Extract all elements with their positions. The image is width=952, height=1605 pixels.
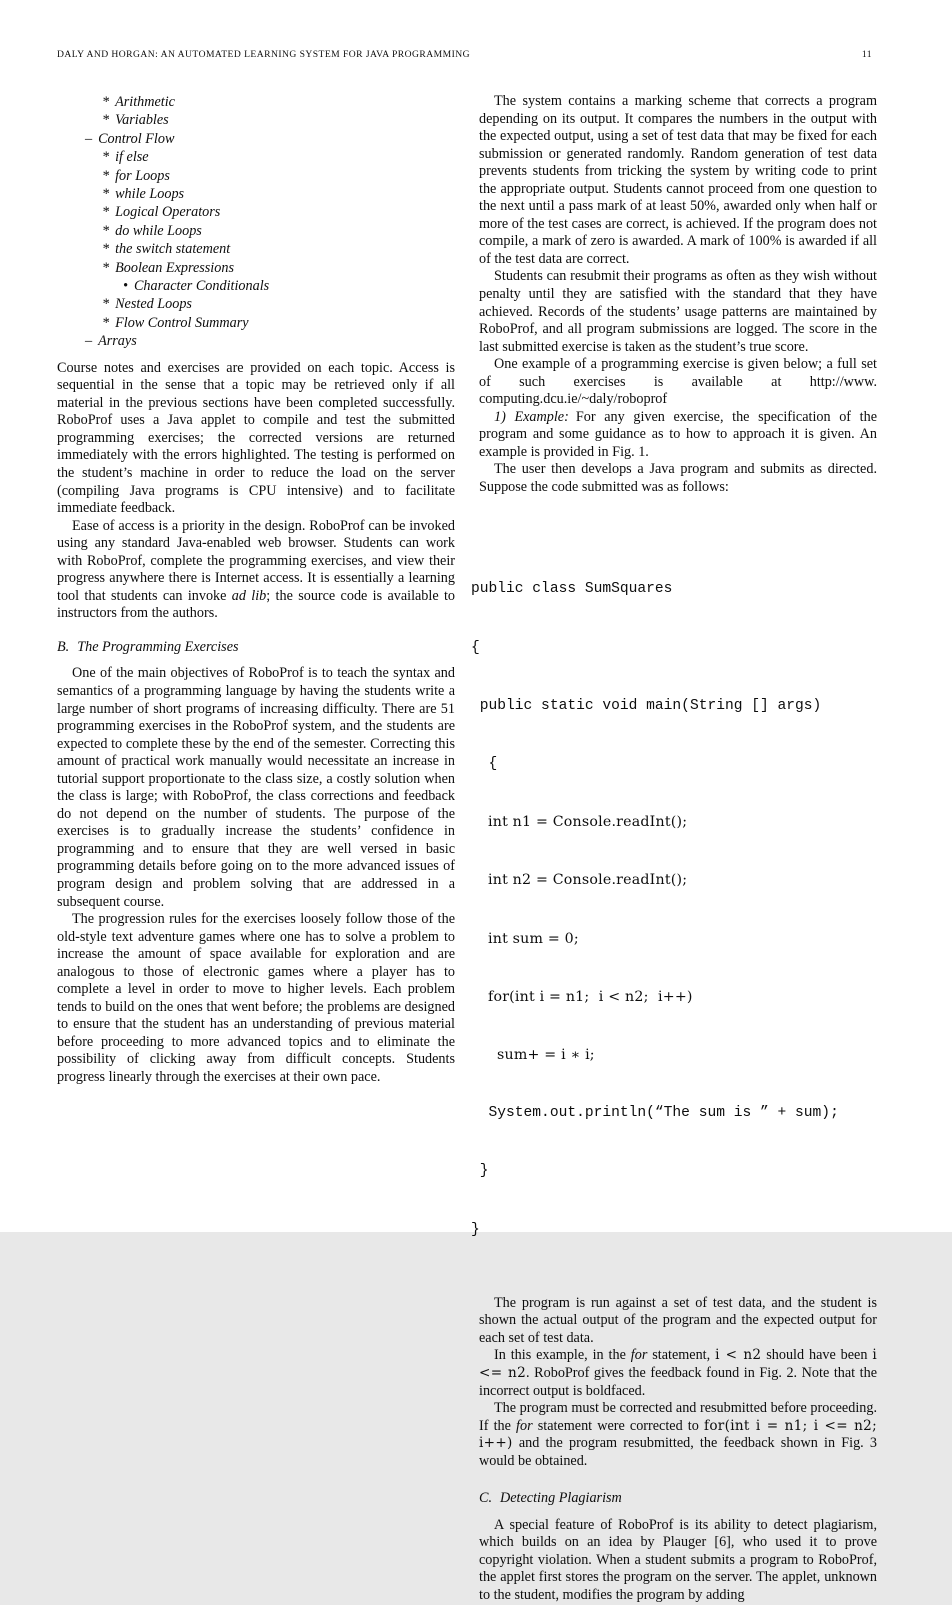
list-item: [57, 222, 455, 240]
list-item-label: Nested Loops: [115, 296, 192, 313]
list-item-label: Arithmetic: [115, 94, 175, 110]
list-item: [57, 203, 455, 221]
list-item: [57, 332, 455, 350]
list-item-label: if else: [115, 149, 149, 166]
list-item-label: Character Conditionals: [133, 278, 270, 295]
list-marker: *: [102, 222, 110, 239]
list-marker: *: [102, 241, 110, 258]
paragraph-one-example: One example of a programming exercise is given below; a full set of such exercises is available at http://www.computing.dcu.ie/~daly/roboprof: [479, 356, 877, 408]
code-line: {: [471, 639, 480, 656]
list-marker: *: [102, 259, 110, 276]
paragraph-objectives: One of the main objectives of RoboProf is to teach the syntax and semantics of a programming language by having the students write a large number of short programs of increasing difficulty. There are 51 programming exercises in the RoboProf system, and the students are expected to complete these by the end of the semester. Correcting this amount of practical work manually would necessitate an increase in tutorial support proportionate to the class size, a costly solution when the class is large; with RoboProf, the class corrections and feedback do not depend on the number of students. The purpose of the exercises is to gradually increase the students’ confidence in programming and to ensure that they are well versed in basic programming details before going on to the more advanced issues of program design and problem solving that are addressed in a subsequent course.: [57, 665, 455, 910]
list-marker: *: [102, 296, 110, 313]
section-heading-c: [479, 1490, 877, 1508]
paragraph-course-notes: Course notes and exercises are provided on each topic. Access is sequential in the sense that a topic may be retrieved only if all material in the previous sections have been completed successfully. RoboProf uses a Java applet to compile and test the submitted programming exercises; the corrected versions are returned immediately with the errors highlighted. The testing is performed on the student’s machine in order to reduce the load on the server (compiling Java programs is CPU intensive) and to facilitate immediate feedback.: [57, 359, 455, 517]
paragraph-resubmit: Students can resubmit their programs as often as they wish without penalty until they are satisfied with the standard that they have achieved. Records of the students’ usage patterns are maintained by RoboProf, and all program submissions are logged. The score in the last submitted exercise is taken as the student’s true score.: [479, 268, 877, 355]
list-item: [57, 111, 455, 129]
list-item: [57, 259, 455, 277]
section-title: Detecting Plagiarism: [500, 1490, 622, 1507]
list-item-label: Control Flow: [98, 130, 175, 147]
code-line: }: [471, 1221, 480, 1238]
paragraph-user-develops: The user then develops a Java program and submits as directed. Suppose the code submitted was as follows:: [479, 461, 877, 496]
list-marker: *: [102, 112, 110, 129]
list-item-label: Flow Control Summary: [115, 314, 249, 331]
list-item-label: while Loops: [115, 186, 185, 203]
list-item: [57, 295, 455, 313]
list-marker: *: [102, 314, 110, 331]
list-item-label: Logical Operators: [115, 204, 221, 221]
list-item: [57, 167, 455, 185]
section-heading-b: [57, 639, 455, 657]
left-column: [57, 93, 455, 1605]
page-number: 11: [861, 49, 872, 60]
section-number: C.: [479, 1490, 493, 1507]
list-item-label: Arrays: [98, 333, 137, 350]
code-line: int sum = 0;: [488, 930, 579, 947]
paragraph-run-against: The program is run against a set of test data, and the student is shown the actual output of the program and the expected output for each set of test data.: [479, 1294, 877, 1346]
running-title: DALY AND HORGAN: AN AUTOMATED LEARNING SYSTEM FOR JAVA PROGRAMMING: [57, 49, 470, 60]
paragraph-ease-of-access: Ease of access is a priority in the design. RoboProf can be invoked using any standard Java-enabled web browser. Students can work with RoboProf, complete the programming exercises, and view their progress anywhere there is Internet access. It is essentially a learning tool that students can invoke ad lib; the source code is available to instructors from the authors.: [57, 517, 456, 622]
code-line: public class SumSquares: [471, 581, 673, 598]
topics-outline-list: [57, 93, 455, 351]
paragraph-in-this-example: In this example, in the for statement, i < n2 should have been i <= n2. RoboProf gives the feedback found in Fig. 2. Note that the incorrect output is boldfaced.: [479, 1347, 878, 1399]
paragraph-corrected: The program must be corrected and resubmitted before proceeding. If the for statement were corrected to for(int i = n1; i <= n2; i++) and the program resubmitted, the feedback shown in Fig. 3 would be obtained.: [479, 1400, 878, 1469]
list-item-label: Boolean Expressions: [115, 259, 234, 276]
list-item-label: do while Loops: [115, 222, 202, 239]
paragraph-example-label: 1) Example: For any given exercise, the specification of the program and some guidance as to how to approach it is given. An example is provided in Fig. 1.: [479, 408, 877, 460]
list-item-label: Variables: [115, 112, 169, 129]
code-line: int n2 = Console.readInt();: [488, 872, 688, 889]
code-line: System.out.println(“The sum is ” + sum);: [471, 1105, 839, 1122]
list-item: [57, 148, 455, 166]
paragraph-plagiarism: A special feature of RoboProf is its ability to detect plagiarism, which builds on an idea by Plauger [6], who used it to prove copyright violation. When a student submits a program to RoboProf, the applet first stores the program on the server. The applet, unknown to the student, modifies the program by adding: [479, 1516, 877, 1604]
code-line: {: [471, 756, 498, 772]
code-line: sum+ = i ∗ i;: [497, 1047, 595, 1064]
list-marker: –: [85, 333, 93, 350]
list-marker: *: [102, 149, 110, 166]
list-marker: –: [85, 130, 93, 147]
list-item: [57, 93, 455, 111]
paragraph-marking-scheme: The system contains a marking scheme that corrects a program depending on its output. It compares the numbers in the output with the expected output, using a set of test data that may be fixed for each submission or generated randomly. Random generation of test data prevents students from tricking the system by writing code to print the appropriate output. Students cannot proceed from one question to the next until a pass mark of at least 50%, awarded only when half or more of the test cases are correct, is achieved. If the program does not compile, a mark of zero is awarded. A mark of 100% is awarded if all of the test data are correct.: [479, 93, 877, 267]
list-item-label: for Loops: [115, 167, 170, 184]
code-line: int n1 = Console.readInt();: [488, 814, 688, 831]
list-marker: *: [102, 204, 110, 221]
list-item: [57, 314, 455, 332]
list-item-label: the switch statement: [115, 241, 231, 258]
list-marker: *: [102, 167, 110, 184]
list-item: [57, 130, 455, 148]
right-column: [471, 93, 878, 1605]
list-item: [57, 240, 455, 258]
list-item: [57, 185, 455, 203]
list-marker: *: [102, 94, 110, 110]
list-marker: •: [123, 278, 128, 295]
code-listing-sumsquares: [471, 542, 877, 1279]
section-title: The Programming Exercises: [77, 638, 239, 655]
code-line: }: [471, 1163, 489, 1180]
code-line: public static void main(String [] args): [471, 697, 822, 714]
list-item: [57, 277, 455, 295]
running-header: [57, 49, 872, 60]
list-marker: *: [102, 186, 110, 203]
section-number: B.: [57, 638, 70, 655]
code-line: for(int i = n1; i < n2; i++): [488, 988, 693, 1005]
paragraph-progression: The progression rules for the exercises loosely follow those of the old-style text adventure games where one has to solve a problem to increase the amount of space available for exploration and are analogous to those of electronic games where a player has to complete a level in order to move to higher levels. Each problem tends to build on the ones that went before; the problems are designed to ensure that the student has an understanding of previous material before proceeding to more advanced topics and to eliminate the possibility of clicking away from difficult concepts. Students progress linearly through the exercises at their own pace.: [57, 911, 455, 1086]
two-column-body: [57, 93, 877, 1605]
